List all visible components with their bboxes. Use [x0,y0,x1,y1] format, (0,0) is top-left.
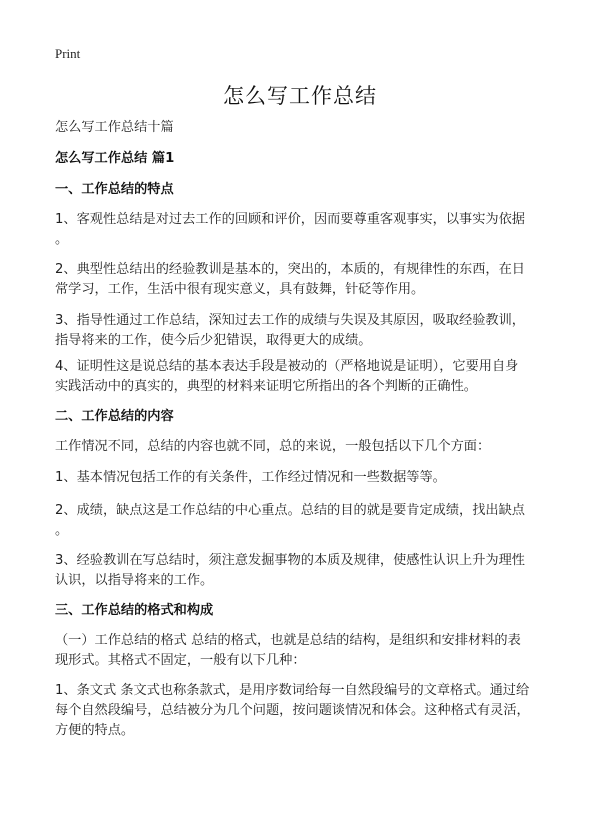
part3-para1-line2: 现形式。其格式不固定，一般有以下几种： [55,653,306,668]
part2-item2-line2: 。 [55,523,69,538]
part2-item1-line1: 1、基本情况包括工作的有关条件，工作经过情况和一些数据等等。 [55,470,446,485]
part1-item1-line1: 1、客观性总结是对过去工作的回顾和评价，因而要尊重客观事实，以事实为依据 [55,212,525,227]
part1-item1-line2: 。 [55,232,69,247]
part3-para2-line1: 1、条文式 条文式也称条款式，是用序数词给每一自然段编号的文章格式。通过给 [55,683,530,698]
part3-para2-line3: 方便的特点。 [55,723,135,738]
part1-heading: 一、工作总结的特点 [55,182,174,197]
section-title: 怎么写工作总结 篇1 [55,151,175,166]
part2-item3-line2: 认识，以指导将来的工作。 [55,573,214,588]
part2-item2-line1: 2、成绩，缺点这是工作总结的中心重点。总结的目的就是要肯定成绩，找出缺点 [55,503,525,518]
part2-heading: 二、工作总结的内容 [55,409,174,424]
part3-para2-line2: 每个自然段编号，总结被分为几个问题，按问题谈情况和体会。这种格式有灵活， [55,703,530,718]
part2-intro: 工作情况不同，总结的内容也就不同，总的来说，一般包括以下几个方面： [55,439,491,454]
document-subtitle: 怎么写工作总结十篇 [55,120,174,135]
part3-para1-line1: （一）工作总结的格式 总结的格式，也就是总结的结构，是组织和安排材料的表 [55,633,521,648]
part1-item3-line2: 指导将来的工作，使今后少犯错误，取得更大的成绩。 [55,333,372,348]
part2-item3-line1: 3、经验教训在写总结时，须注意发掘事物的本质及规律，使感性认识上升为理性 [55,553,525,568]
part3-heading: 三、工作总结的格式和构成 [55,603,214,618]
part1-item3-line1: 3、指导性通过工作总结，深知过去工作的成绩与失误及其原因，吸取经验教训， [55,313,525,328]
part1-item4-line2: 实践活动中的真实的，典型的材料来证明它所指出的各个判断的正确性。 [55,379,477,394]
part1-item2-line2: 常学习，工作，生活中很有现实意义，具有鼓舞，针砭等作用。 [55,282,425,297]
part1-item2-line1: 2、典型性总结出的经验教训是基本的，突出的，本质的，有规律性的东西，在日 [55,262,525,277]
document-title: 怎么写工作总结 [223,84,377,108]
part1-item4-line1: 4、证明性这是说总结的基本表达手段是被动的（严格地说是证明），它要用自身 [55,359,519,374]
print-label: Print [55,46,81,61]
